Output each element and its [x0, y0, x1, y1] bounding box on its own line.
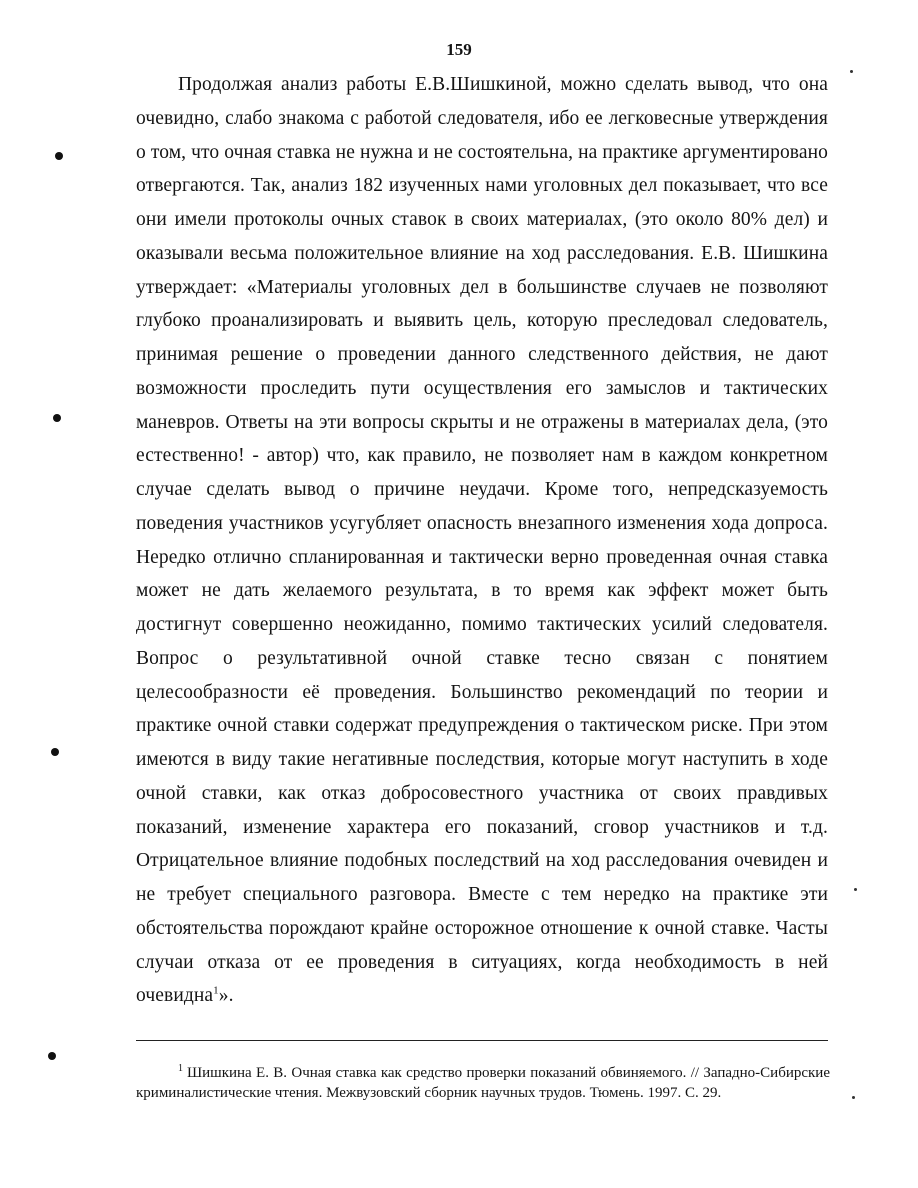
paragraph-text: Продолжая анализ работы Е.В.Шишкиной, можно сделать вывод, что она очевидно, слабо знакома с работой следователя, ибо ее легковесные утверждения о том, что очная ставка не нужна и не состоятельна, на практике аргументировано отвергаются. Так, анализ 182 изученных нами уголовных дел показывает, что все они имели протоколы очных ставок в своих материалах, (это около 80% дел) и оказывали весьма положительное влияние на ход расследования. Е.В. Шишкина утверждает: «Материалы уголовных дел в большинстве случаев не позволяют глубоко проанализировать и выявить цель, которую преследовал следователь, принимая решение о проведении данного следственного действия, не дают возможности проследить пути осуществления его замыслов и тактических маневров. Ответы на эти вопросы скрыты и не отражены в материалах дела, (это естественно! - автор) что, как правило, не позволяет нам в каждом конкретном случае сделать вывод о причине неудачи. Кроме того, непредсказуемость поведения участников усугубляет опасность внезапного изменения хода допроса. Нередко отлично спланированная и тактически верно проведенная очная ставка может не дать желаемого результата, в то время как эффект может быть достигнут совершенно неожиданно, помимо тактических усилий следователя. Вопрос о результативной очной ставке тесно связан с понятием целесообразности её проведения. Большинство рекомендаций по теории и практике очной ставки содержат предупреждения о тактическом риске. При этом имеются в виду такие негативные последствия, которые могут наступить в ходе очной ставки, как отказ добросовестного участника от своих правдивых показаний, изменение характера его показаний, сговор участников и т.д. Отрицательное влияние подобных последствий на ход расследования очевиден и не требует специального разговора. Вместе с тем нередко на практике эти обстоятельства порождают крайне осторожное отношение к очной ставке. Часты случаи отказа от ее проведения в ситуациях, когда необходимость в ней очевидна: [136, 74, 828, 1007]
scan-speck: [850, 70, 853, 73]
quote-close: ».: [218, 985, 234, 1007]
footnote-text: Шишкина Е. В. Очная ставка как средство проверки показаний обвиняемого. // Западно-Сибирские криминалистические чтения. Межвузовский сборник научных трудов. Тюмень. 1997. С. 29.: [136, 1065, 830, 1101]
footnote-reference: 1: [213, 984, 219, 997]
scan-hole-mark: [51, 748, 59, 756]
footnote-separator: [136, 1040, 828, 1041]
scan-speck: [852, 1096, 855, 1099]
scan-hole-mark: [53, 414, 61, 422]
footnote: [136, 1063, 830, 1103]
scan-hole-mark: [48, 1052, 56, 1060]
scan-speck: [854, 888, 857, 891]
main-paragraph: [136, 68, 828, 1013]
scan-hole-mark: [55, 152, 63, 160]
page-number: 159: [446, 40, 472, 59]
footnote-marker: 1: [178, 1063, 183, 1074]
